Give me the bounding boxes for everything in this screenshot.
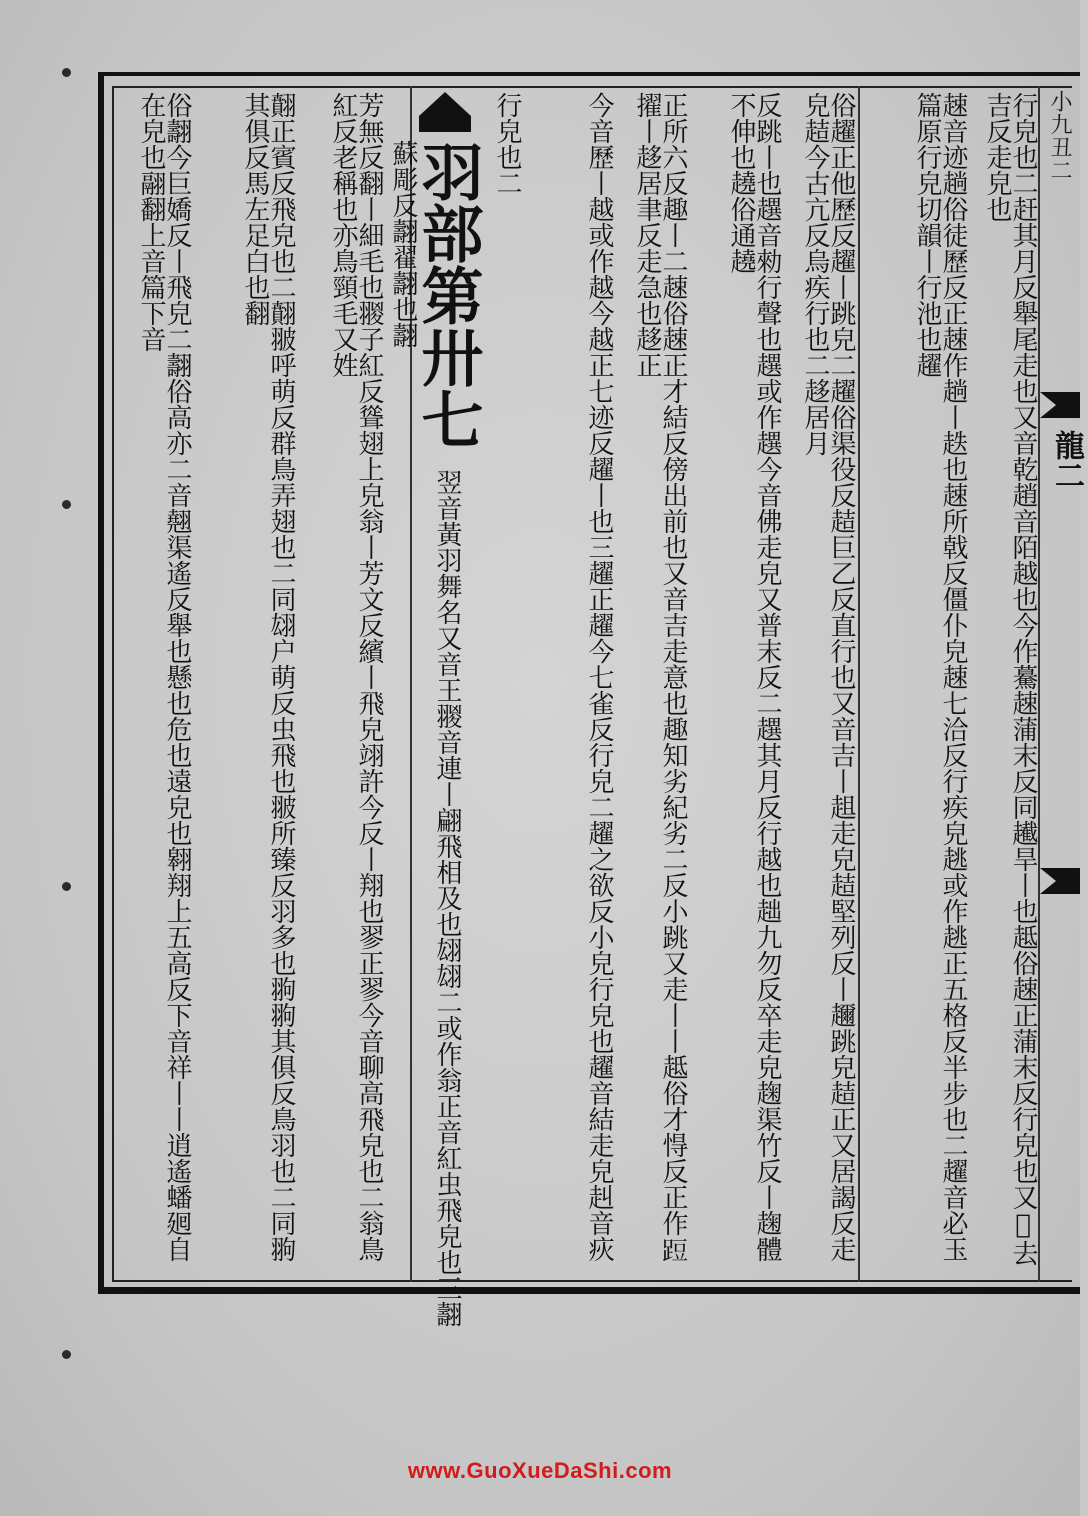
- binding-hole: [62, 68, 71, 77]
- text-column-6: [548, 92, 612, 1282]
- section-title: 羽部第卅七: [411, 140, 484, 450]
- binding-hole: [62, 882, 71, 891]
- column-text: 翸正賓反飛皃也二翸翍呼萌反群鳥弄翅也二同翃户萌反虫飛也翍所臻反羽多也翑翑其俱反鳥羽也二同翑其俱反馬左足白也翻: [240, 92, 296, 1262]
- text-column-1: [972, 92, 1036, 1282]
- text-column-4: [716, 92, 780, 1282]
- section-label: 龍二: [1049, 430, 1084, 490]
- text-column-8: [318, 92, 382, 1282]
- column-text: 今音歷丨越或作越今越正七迹反趯丨也三趯正趯今七雀反行皃二趯之欲反小皃行皃也趯音結走皃赳音疢: [584, 92, 614, 1262]
- column-text: 反跳丨也趩音勑行聲也趩或作趩今音佛走皃又普末反二趩其月反行越也趉九勿反卒走皃趜渠竹反丨趜體不伸也趬俗通趬: [726, 92, 782, 1262]
- watermark-link[interactable]: www.GuoXueDaShi.com: [407, 1458, 673, 1483]
- column-text: 俗趯正他歷反趯丨跳皃二趯俗渠役反趌巨乙反直行也又音吉丨趄走皃趌堅列反丨趰跳皃趌正又居謁反走皃趌今古亢反烏疾行也二趍居月: [800, 92, 856, 1262]
- volume-label: 小九丑二: [1047, 90, 1072, 182]
- text-column-2: [902, 92, 966, 1282]
- binding-hole: [62, 1350, 71, 1359]
- section-entries: 翌音黃羽舞名又音王翪音連丨翩飛相及也翃翃二或作翁正音紅虫飛皃也三翿蘇彫反翿翟翿也翿: [388, 140, 462, 1327]
- text-column-3: [790, 92, 854, 1282]
- column-rule: [858, 86, 860, 1282]
- column-text: 趚音迹趟俗徒歷反正趚作趟丨趃也趚所戟反僵仆皃趚七洽反行疾皃趒或作趒正五格反半步也二趯音必玉篇原行皃切韻丨行池也趯: [912, 92, 968, 1262]
- text-column-9: [230, 92, 294, 1282]
- column-text: 芳無反翻丨細毛也翪子紅反聳翅上皃翁丨芳文反繽丨飛皃翊許今反丨翔也翏正翏今音聊高飛皃也二翁鳥紅反老稱也亦鳥頸毛又姓: [328, 92, 384, 1262]
- column-text: 俗翿今巨嬌反丨飛皃二翿俗高亦二音翹渠遙反舉也懸也危也遠皃也翱翔上五高反下音祥丨丨逍遙蟠𢌞自在皃也翮翻上音篇下音: [136, 92, 192, 1262]
- column-text: 行皃也二: [492, 92, 522, 196]
- text-column-5: [622, 92, 686, 1282]
- margin-column: [1040, 86, 1080, 1282]
- binding-hole: [62, 500, 71, 509]
- column-text: 正所六反趣丨二趚俗趚正才結反傍出前也又音吉走意也趣知劣紀劣二反小跳又走丨丨趆俗才㥂反正作𨁋擢丨趍居聿反走急也趍正: [632, 92, 688, 1262]
- text-column-7: [480, 92, 520, 1282]
- column-text: 行皃也二赶其月反舉尾走也又音乾趙音陌越也今作驀趚蒲末反同䟌旱丨也趆俗趚正蒲末反行皃也又𨁗去吉反走皃也: [982, 92, 1038, 1266]
- section-title-column: [388, 140, 484, 1330]
- text-column-10: [126, 92, 190, 1282]
